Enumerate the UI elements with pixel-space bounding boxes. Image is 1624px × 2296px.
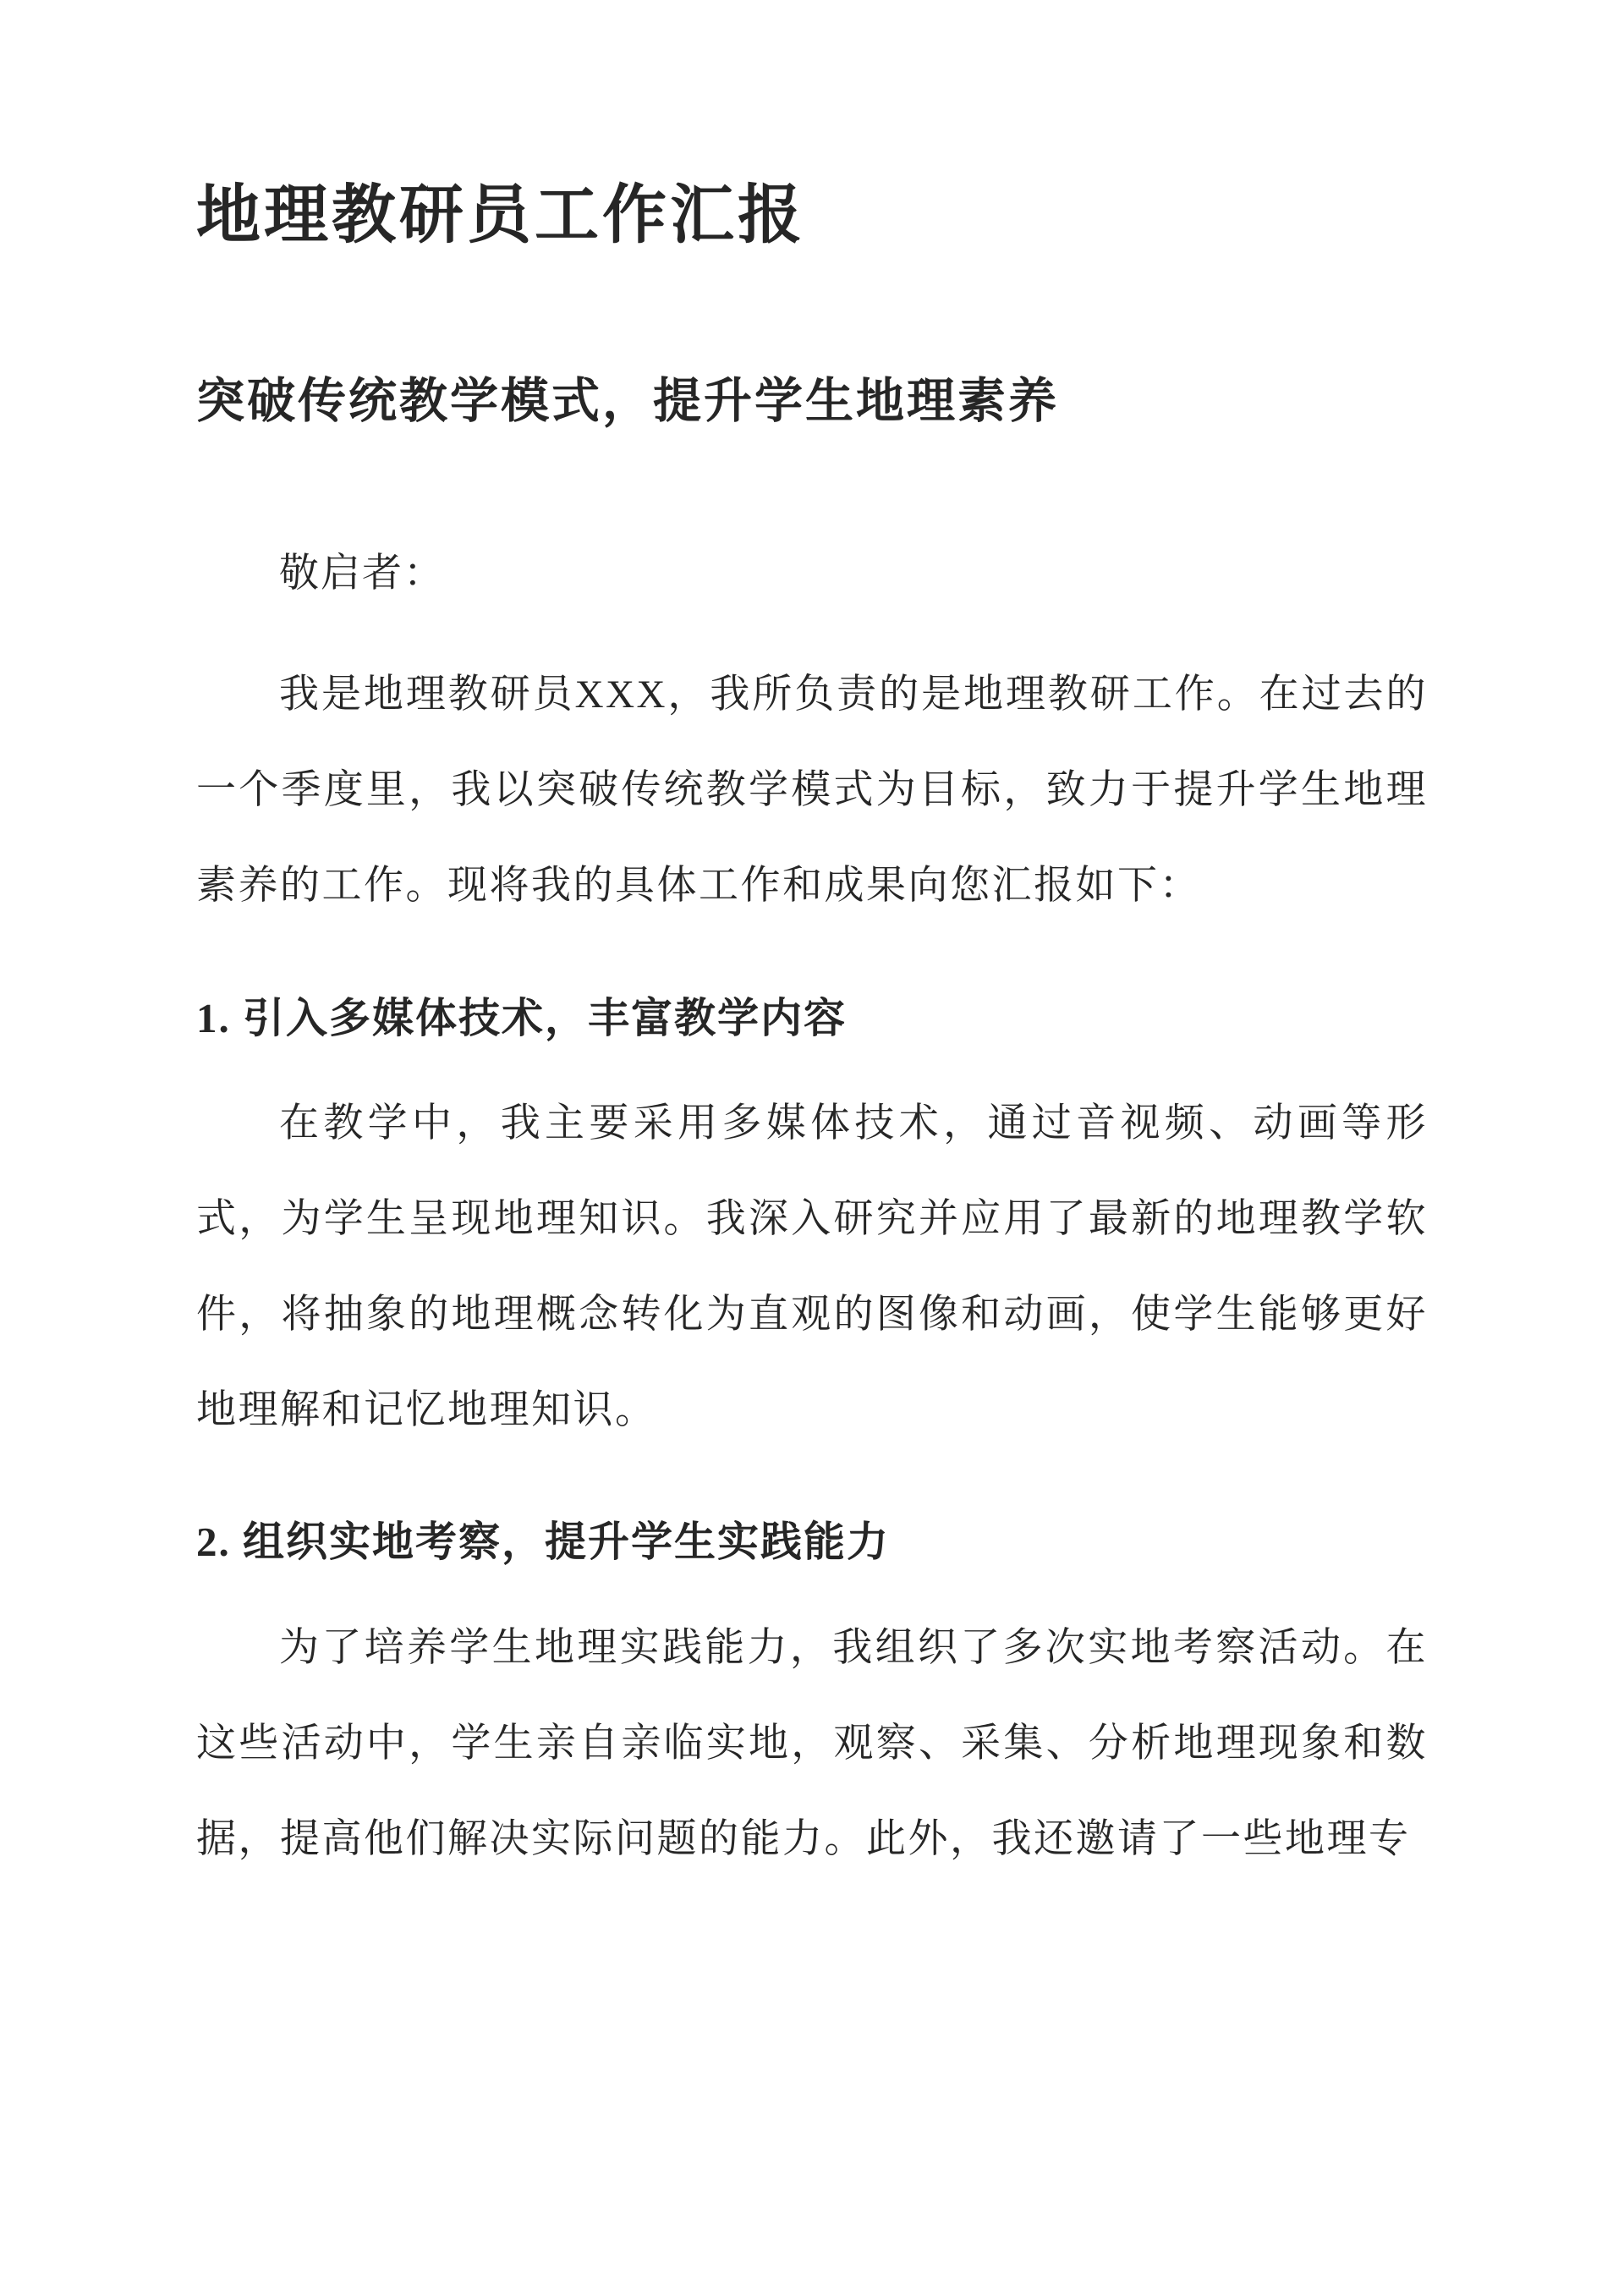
section-2-body: 为了培养学生地理实践能力，我组织了多次实地考察活动。在这些活动中，学生亲自亲临实地，观察、采集、分析地理现象和数据，提高他们解决实际问题的能力。此外，我还邀请了一些地理专 <box>196 1626 1428 1861</box>
document-title: 地理教研员工作汇报 <box>196 180 805 251</box>
section-1-heading: 1. 引入多媒体技术，丰富教学内容 <box>196 994 848 1041</box>
document-subtitle: 突破传统教学模式，提升学生地理素养 <box>196 375 1059 429</box>
section-1-body: 在教学中，我主要采用多媒体技术，通过音视频、动画等形式，为学生呈现地理知识。我深入研究并应用了最新的地理教学软件，将抽象的地理概念转化为直观的图像和动画，使学生能够更好地理解和记忆地理知识。 <box>196 1101 1428 1432</box>
salutation: 敬启者： <box>279 552 445 596</box>
intro-paragraph: 我是地理教研员XXX，我所负责的是地理教研工作。在过去的一个季度里，我以突破传统教学模式为目标，致力于提升学生地理素养的工作。现将我的具体工作和成果向您汇报如下： <box>196 673 1428 908</box>
section-2-heading: 2. 组织实地考察，提升学生实践能力 <box>196 1519 891 1566</box>
